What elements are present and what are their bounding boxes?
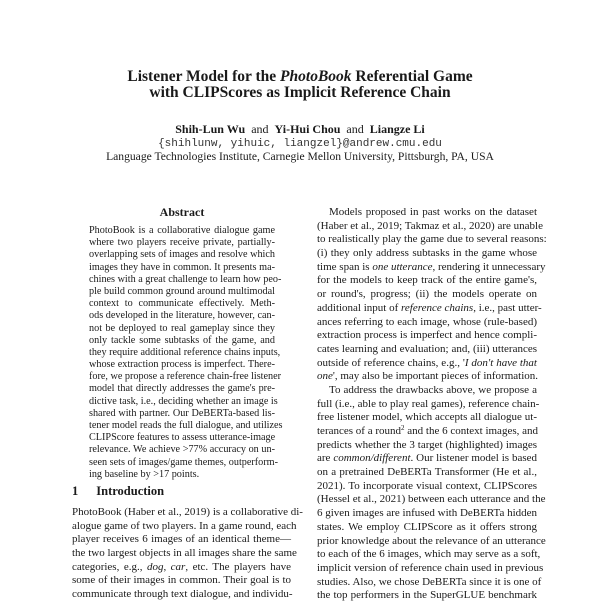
italic-text: one utterance [372, 260, 433, 273]
text-run: time span is [317, 260, 373, 273]
text-line [89, 408, 275, 420]
text-line [317, 561, 544, 576]
text-line [317, 548, 541, 562]
text-run: to realistically play the game due to several reasons: [317, 233, 547, 246]
text-run: to each of the 6 images, which may serve as a soft, [317, 548, 541, 561]
text-run: only tackle some subtasks of the game, and [89, 334, 275, 346]
author-separator: and [251, 122, 269, 136]
text-run: images they have in common. It presents ma- [89, 261, 275, 273]
text-line [89, 323, 275, 335]
text-line [89, 335, 275, 347]
text-run: states. We employ CLIPScore as it offers strong [317, 520, 537, 533]
paper-title-line-2: with CLIPScores as Implicit Reference Chain [149, 84, 451, 101]
italic-text: I don't have that [464, 356, 537, 369]
text-run: additional input of [317, 301, 402, 314]
text-line [317, 384, 537, 398]
author-name: Liangze Li [369, 122, 425, 136]
text-line [317, 316, 537, 330]
text-run: categories, e.g., [72, 560, 147, 573]
text-line [317, 370, 537, 384]
text-line [317, 288, 537, 302]
text-run: PhotoBook is a collaborative dialogue game [89, 225, 275, 236]
text-run: To address the drawbacks above, we propose a [329, 383, 537, 396]
section-number: 1 [72, 484, 79, 498]
author-name: Yi-Hui Chou [274, 122, 341, 136]
text-line [317, 452, 537, 466]
author-affiliation: Language Technologies Institute, Carnegie Mellon University, Pittsburgh, PA, USA [106, 150, 494, 163]
text-run: relevance. We achieve >77% accuracy on un- [89, 444, 275, 456]
text-line [317, 219, 543, 234]
text-line [89, 432, 275, 444]
text-run: the two largest objects in all images share the same [72, 547, 297, 560]
text-line [89, 359, 275, 371]
text-run: (Haber et al., 2019; Takmaz et al., 2020) are unable [317, 219, 543, 232]
text-run: tener model reads the full dialogue, and utilizes [89, 420, 283, 431]
text-line [317, 589, 537, 603]
text-line [317, 233, 547, 247]
text-run: predicts whether the 3 target (highlighted) images [317, 438, 537, 451]
text-run: they require additional reference chains inputs, [89, 346, 281, 358]
text-run: , i.e., past utter- [473, 301, 542, 314]
text-run: terances of a round [317, 425, 401, 437]
text-run: cates learning and evaluation; and, (iii) utterances [317, 342, 537, 355]
text-run: , etc. The players have [185, 560, 292, 573]
text-line [317, 329, 537, 343]
text-line [317, 575, 542, 590]
text-run: ing baseline by >17 points. [89, 468, 200, 480]
text-run: or round's, progress; (ii) the models operate on [317, 288, 537, 301]
text-line [89, 249, 275, 261]
text-run: , rendering it unnecessary [432, 260, 546, 273]
text-run: studies. Also, we chose DeBERTa since it is one of [317, 575, 542, 588]
text-run: prior knowledge about the relevance of an utterance [317, 534, 546, 547]
text-run: communicate through text dialogue, and individu- [72, 588, 293, 601]
text-line [89, 225, 275, 237]
title-text: Referential Game [351, 68, 473, 85]
text-run: ods developed in the literature, however, can- [89, 310, 275, 322]
text-run: chines with a great challenge to learn how peo- [89, 273, 282, 285]
italic-text: one [317, 370, 333, 383]
text-line [317, 206, 537, 220]
text-run: implicit version of reference chain used in previous [317, 561, 544, 574]
text-run: model that directly addresses the game's pre- [89, 383, 275, 395]
text-run: and the 6 context images, and [404, 425, 538, 437]
text-line [317, 480, 537, 494]
italic-text: common/different [333, 452, 411, 465]
text-line [317, 343, 537, 357]
text-run: fore, we propose a reference chain-free listener [89, 371, 282, 383]
text-run: the top performers in the SuperGLUE benchmark [317, 589, 537, 602]
italic-text: dog [146, 560, 164, 573]
author-list [0, 122, 600, 137]
footnote-marker: 2 [401, 424, 405, 432]
text-run: ances referring to each image, whose (rule-based) [317, 315, 537, 328]
text-line [317, 521, 537, 535]
introduction-body [72, 506, 303, 602]
text-line [89, 346, 281, 359]
text-run: for the models to keep track of the entire game's, [317, 274, 537, 287]
text-run: player receives 6 images of an identical theme— [72, 533, 291, 546]
author-emails: {shihlunw, yihuic, liangzel}@andrew.cmu.edu [158, 138, 442, 150]
text-line [317, 534, 546, 549]
text-run: Models proposed in past works on the dataset [329, 206, 537, 218]
text-run: (i) they only address subtasks in the game whose [317, 247, 537, 260]
abstract-heading: Abstract [159, 205, 205, 219]
text-run: seen sets of images/game themes, outperform- [89, 456, 278, 468]
text-line [317, 493, 546, 507]
text-line [317, 274, 537, 288]
text-run: , [163, 560, 171, 573]
text-line [72, 506, 303, 520]
text-line [89, 395, 278, 408]
text-run: (Hessel et al., 2021) between each utterance and the [317, 493, 546, 506]
text-run: . Our listener model is based [410, 452, 537, 465]
text-run: extraction process is imperfect and hence compli- [317, 329, 537, 342]
text-run: overlapping sets of images and resolve which [89, 249, 275, 261]
text-run: whose extraction process is imperfect. There- [89, 359, 275, 371]
text-line [317, 439, 537, 453]
text-line [317, 260, 546, 275]
text-line [317, 357, 537, 371]
text-line [72, 519, 297, 534]
text-run: where two players receive private, partially- [89, 237, 275, 249]
title-text: Listener Model for the [127, 68, 281, 85]
text-line [317, 301, 542, 316]
section-heading-introduction [72, 484, 164, 499]
text-line [72, 547, 297, 561]
text-run: 2021). To incorporate visual context, CLIPScores [317, 479, 537, 492]
text-run: on a pretrained DeBERTa Transformer (He et al., [317, 466, 537, 479]
text-line [317, 247, 537, 261]
text-run: free listener model, which accepts all dialogue ut- [317, 411, 537, 424]
text-run: outside of reference chains, e.g., ' [317, 356, 465, 369]
italic-text: reference chains [401, 301, 474, 314]
text-run: 6 given images are infused with DeBERTa hidden [317, 507, 538, 520]
text-line [89, 383, 275, 395]
title-italic: PhotoBook [280, 68, 352, 85]
text-line [89, 469, 275, 481]
text-run: shared with partner. Our DeBERTa-based lis- [89, 407, 275, 419]
text-line [89, 456, 278, 469]
text-run: full (i.e., able to play real games), reference chain- [317, 397, 540, 410]
text-line [89, 237, 275, 249]
text-run: dictive task, i.e., deciding whether an image is [89, 395, 278, 407]
text-line [317, 397, 540, 412]
abstract-body [89, 225, 283, 481]
text-line [89, 273, 282, 286]
text-line [89, 286, 275, 298]
text-run: are [317, 452, 334, 465]
text-run: CLIPScore features to assess utterance-image [89, 432, 276, 444]
text-line [89, 298, 275, 310]
section-title: Introduction [96, 484, 165, 498]
author-name: Shih-Lun Wu [175, 122, 246, 136]
text-run: ple build common ground around multimodal [89, 285, 275, 297]
text-run: some of their images in common. Their goal is to [72, 574, 291, 587]
text-run: PhotoBook (Haber et al., 2019) is a collaborative di- [72, 506, 303, 518]
text-run: ', may also be important pieces of information. [332, 370, 539, 383]
text-line [89, 371, 282, 383]
author-separator: and [346, 122, 364, 136]
text-line [89, 420, 283, 432]
text-line [72, 561, 291, 575]
text-line [72, 533, 291, 547]
right-column-body [317, 206, 547, 603]
text-line [317, 411, 537, 425]
text-run: context to communicate effectively. Meth- [89, 298, 275, 310]
text-line [317, 507, 537, 521]
text-line [72, 574, 291, 588]
italic-text: car [170, 560, 186, 573]
text-run: alogue game of two players. In a game round, each [72, 519, 297, 532]
text-line [317, 425, 537, 439]
text-line [89, 444, 275, 456]
text-line [317, 466, 537, 480]
text-line [89, 262, 275, 274]
text-run: not be deployed to real gameplay since they [89, 322, 275, 334]
text-line [89, 310, 275, 322]
